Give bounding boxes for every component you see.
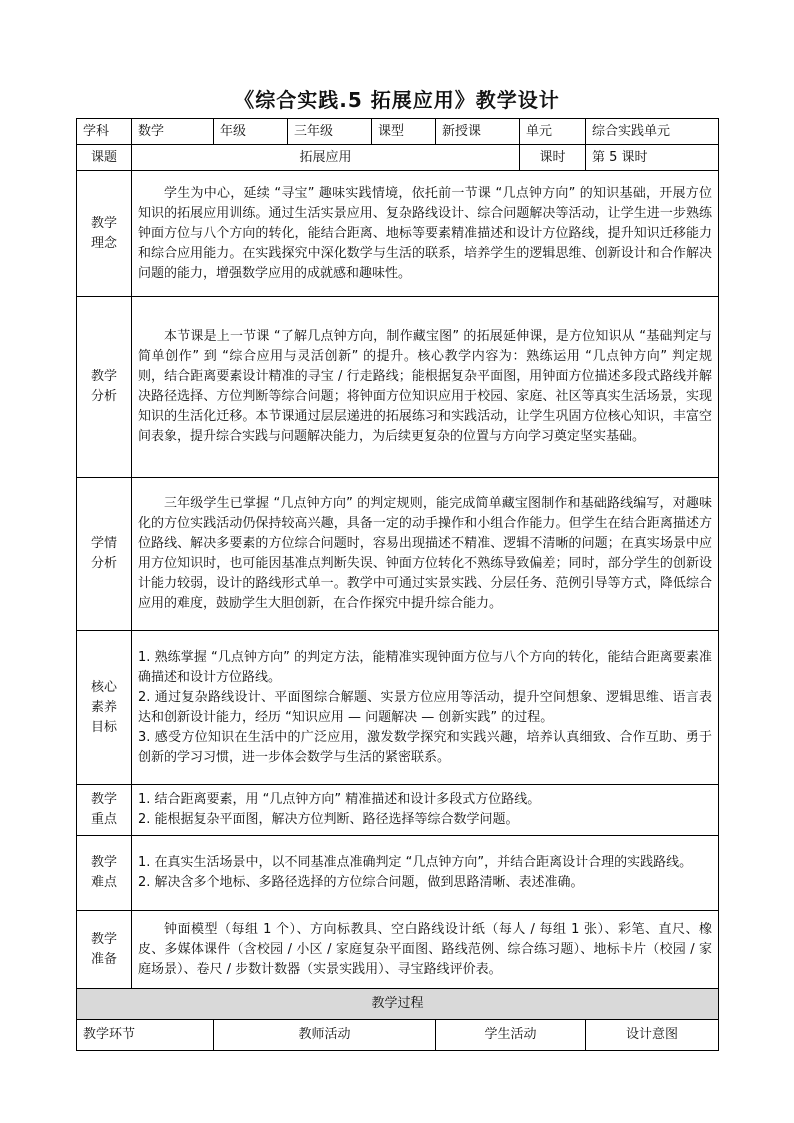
- preparation-label-line1: 教学: [90, 931, 117, 947]
- difficulty-item: 1. 在真实生活场景中，以不同基准点准确判定 “几点钟方向”，并结合距离设计合理的实践路线。: [138, 855, 693, 870]
- subject-value: 数学: [132, 119, 214, 145]
- goal-item: 3. 感受方位知识在生活中的广泛应用，激发数学探究和实践兴趣，培养认真细致、合作互助、勇于创新的学习习惯，进一步体会数学与生活的紧密联系。: [138, 729, 712, 765]
- learners-label-line1: 学情: [90, 536, 117, 551]
- analysis-label: [77, 297, 132, 478]
- philosophy-row: [77, 171, 719, 297]
- unit-value: 综合实践单元: [586, 119, 719, 145]
- keypoints-label-line1: 教学: [90, 792, 117, 807]
- philosophy-label: [77, 171, 132, 297]
- keypoints-label-line2: 重点: [90, 812, 117, 827]
- learners-row: [77, 478, 719, 631]
- difficulties-label-line2: 难点: [90, 875, 117, 890]
- col-intent-header: 设计意图: [586, 1020, 719, 1051]
- period-value: 第 5 课时: [586, 145, 719, 171]
- philosophy-content: [132, 171, 719, 297]
- goals-row: [77, 631, 719, 785]
- analysis-row: [77, 297, 719, 478]
- keypoints-label: [77, 785, 132, 836]
- document-title: 《综合实践.5 拓展应用》教学设计: [234, 88, 560, 112]
- goals-label: [77, 631, 132, 785]
- analysis-label-line2: 分析: [90, 389, 117, 404]
- difficulty-item: 2. 解决含多个地标、多路径选择的方位综合问题，做到思路清晰、表述准确。: [138, 875, 584, 890]
- col-stage-header: 教学环节: [77, 1020, 214, 1051]
- process-heading: 教学过程: [77, 989, 719, 1020]
- grade-value: 三年级: [288, 119, 372, 145]
- goals-content: [132, 631, 719, 785]
- keypoints-row: [77, 785, 719, 836]
- analysis-text: 本节课是上一节课 “了解几点钟方向，制作藏宝图” 的拓展延伸课，是方位知识从 “基础判定与简单创作” 到 “综合应用与灵活创新” 的提升。核心教学内容为：熟练运用 “几点钟方向” 判定规则，结合距离要素设计精准的寻宝 / 行走路线；能根据复杂平面图，用钟面方位描述多段式路线并解决路径选择、方位判断等综合问题；将钟面方位知识应用于校园、家庭、社区等真实生活场景，实现知识的生活化迁移。本节课通过层层递进的拓展练习和实践活动，让学生巩固方位核心知识，丰富空间表象，提升综合实践与问题解决能力，为后续更复杂的位置与方向学习奠定坚实基础。: [138, 329, 712, 444]
- goals-label-line2: 素养: [90, 699, 117, 715]
- preparation-content: [132, 911, 719, 989]
- keypoint-item: 2. 能根据复杂平面图，解决方位判断、路径选择等综合数学问题。: [138, 812, 519, 827]
- difficulties-label: [77, 836, 132, 911]
- process-columns-row: [77, 1020, 719, 1051]
- analysis-label-line1: 教学: [90, 369, 117, 384]
- topic-value: 拓展应用: [132, 145, 520, 171]
- preparation-text: 钟面模型（每组 1 个）、方向标教具、空白路线设计纸（每人 / 每组 1 张）、彩笔、直尺、橡皮、多媒体课件（含校园 / 小区 / 家庭复杂平面图、路线范例、综合练习题）、地标卡片（校园 / 家庭场景）、卷尺 / 步数计数器（实景实践用）、寻宝路线评价表。: [138, 921, 712, 977]
- learners-label-line2: 分析: [90, 556, 117, 571]
- keypoint-item: 1. 结合距离要素，用 “几点钟方向” 精准描述和设计多段式方位路线。: [138, 792, 541, 807]
- goal-item: 2. 通过复杂路线设计、平面图综合解题、实景方位应用等活动，提升空间想象、逻辑思维、语言表达和创新设计能力，经历 “知识应用 — 问题解决 — 创新实践” 的过程。: [138, 689, 712, 725]
- period-label: 课时: [520, 145, 586, 171]
- topic-row: [77, 145, 719, 171]
- preparation-label: [77, 911, 132, 989]
- process-heading-row: [77, 989, 719, 1020]
- preparation-row: [77, 911, 719, 989]
- grade-label: 年级: [214, 119, 288, 145]
- preparation-label-line2: 准备: [90, 951, 117, 967]
- col-student-header: 学生活动: [436, 1020, 586, 1051]
- header-row: [77, 119, 719, 145]
- analysis-content: [132, 297, 719, 478]
- difficulties-label-line1: 教学: [90, 855, 117, 870]
- difficulties-row: [77, 836, 719, 911]
- philosophy-text: 学生为中心，延续 “寻宝” 趣味实践情境，依托前一节课 “几点钟方向” 的知识基础，开展方位知识的拓展应用训练。通过生活实景应用、复杂路线设计、综合问题解决等活动，让学生进一步熟练钟面方位与八个方向的转化，能结合距离、地标等要素精准描述和设计方位路线，提升知识迁移能力和综合应用能力。在实践探究中深化数学与生活的联系，培养学生的逻辑思维、创新设计和合作解决问题的能力，增强数学应用的成就感和趣味性。: [138, 185, 712, 281]
- lesson-plan-table: [76, 118, 719, 1051]
- philosophy-label-line2: 理念: [90, 235, 117, 251]
- col-teacher-header: 教师活动: [214, 1020, 436, 1051]
- learners-label: [77, 478, 132, 631]
- learners-text: 三年级学生已掌握 “几点钟方向” 的判定规则，能完成简单藏宝图制作和基础路线编写，对趣味化的方位实践活动仍保持较高兴趣，具备一定的动手操作和小组合作能力。但学生在结合距离描述方位路线、解决多要素的方位综合问题时，容易出现描述不精准、逻辑不清晰的问题；在真实场景中应用方位知识时，也可能因基准点判断失误、钟面方位转化不熟练导致偏差；同时，部分学生的创新设计能力较弱，设计的路线形式单一。教学中可通过实景实践、分层任务、范例引导等方式，降低综合应用的难度，鼓励学生大胆创新，在合作探究中提升综合能力。: [138, 496, 712, 611]
- topic-label: 课题: [77, 145, 132, 171]
- goals-label-line1: 核心: [90, 679, 117, 695]
- type-label: 课型: [372, 119, 436, 145]
- subject-label: 学科: [77, 119, 132, 145]
- goal-item: 1. 熟练掌握 “几点钟方向” 的判定方法，能精准实现钟面方位与八个方向的转化，能结合距离要素准确描述和设计方位路线。: [138, 649, 712, 685]
- unit-label: 单元: [520, 119, 586, 145]
- difficulties-content: [132, 836, 719, 911]
- philosophy-label-line1: 教学: [90, 215, 117, 231]
- learners-content: [132, 478, 719, 631]
- keypoints-content: [132, 785, 719, 836]
- goals-label-line3: 目标: [90, 719, 117, 735]
- type-value: 新授课: [436, 119, 520, 145]
